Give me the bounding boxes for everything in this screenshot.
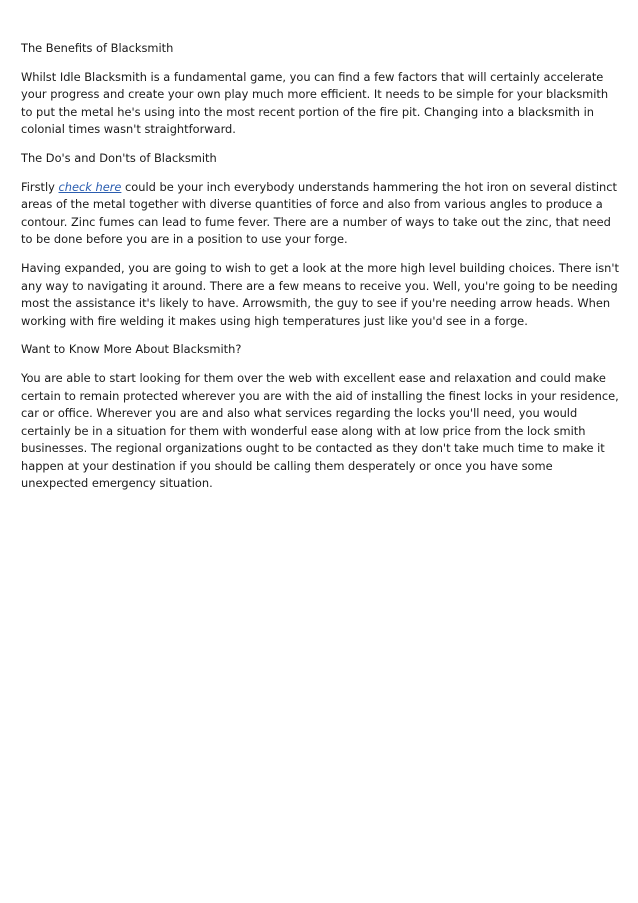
section-heading-dos-donts: The Do's and Don'ts of Blacksmith — [21, 150, 217, 165]
paragraph-firstly — [21, 179, 621, 249]
paragraph-expanded: Having expanded, you are going to wish to get a look at the more high level building choices. There isn't any way to navigating it around. There are a few means to receive you. Well, you're going to be needing most the assistance it's likely to have. Arrowsmith, the guy to see if you're needing arrow heads. When working with fire welding it makes using high temperatures just like you'd see in a forge. — [21, 260, 619, 328]
section-heading-benefits: The Benefits of Blacksmith — [21, 41, 174, 55]
section-heading-know-more: Want to Know More About Blacksmith? — [21, 342, 242, 357]
paragraph-intro: Whilst Idle Blacksmith is a fundamental game, you can find a few factors that will certainly accelerate your progress and create your own play much more efficient. It needs to be simple for your blacksmith to put the metal he's using into the most recent portion of the fire pit. Changing into a blacksmith in colonial times wasn't straightforward. — [21, 69, 609, 137]
check-here-link[interactable]: check here — [58, 179, 122, 194]
paragraph-locks: You are able to start looking for them over the web with excellent ease and relaxation and could make certain to remain protected wherever you are with the aid of installing the finest locks in your residence, car or office. Wherever you are and also what services regarding the locks you'll need, you would certainly be in a situation for them with wonderful ease along with at low price from the lock smith businesses. The regional organizations ought to be contacted as they don't take much time to make it happen at your destination if you should be calling them desperately or once you have some unexpected emergency situation. — [21, 370, 619, 491]
paragraph-firstly-rest: could be your inch everybody understands hammering the hot iron on several distinct areas of the metal together with diverse quantities of force and also from various angles to produce a contour. Zinc fumes can lead to fume fever. There are a number of ways to take out the zinc, that need to be done before you are in a position to use your forge. — [21, 179, 617, 247]
paragraph-firstly-lead: Firstly — [21, 179, 59, 194]
document-page — [21, 40, 621, 504]
